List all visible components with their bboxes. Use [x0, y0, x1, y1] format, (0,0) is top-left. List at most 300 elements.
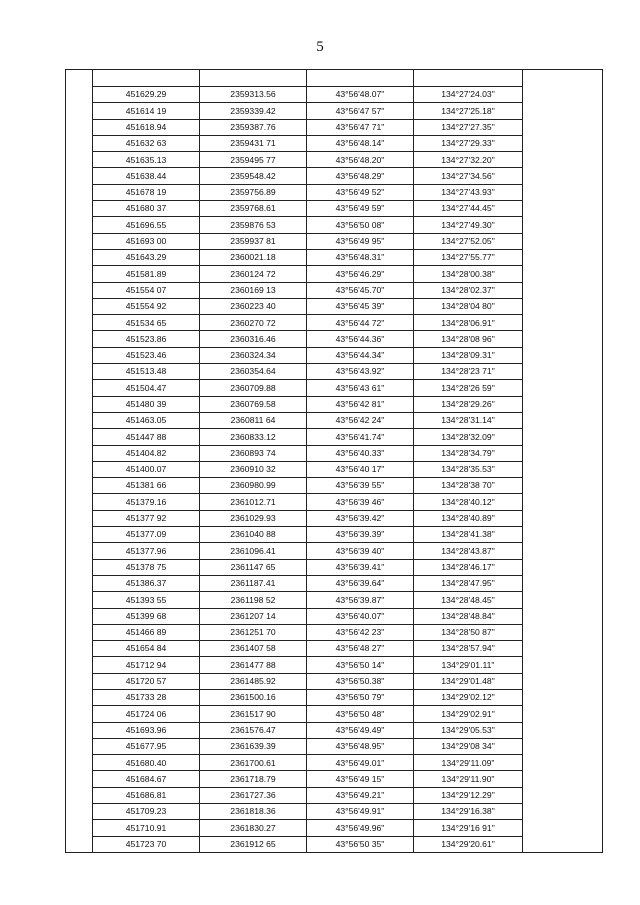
cell-y-coordinate: 2360223 40	[200, 298, 307, 314]
table-row	[66, 689, 603, 705]
row-extra-cell	[523, 347, 603, 363]
cell-latitude: 43°56'49.91"	[307, 804, 414, 820]
table-row	[66, 461, 603, 477]
row-extra-cell	[523, 608, 603, 624]
row-index-cell	[66, 184, 93, 200]
table-row	[66, 315, 603, 331]
row-index-cell	[66, 592, 93, 608]
row-extra-cell	[523, 575, 603, 591]
table-row	[66, 624, 603, 640]
cell-x-coordinate: 451614 19	[93, 103, 200, 119]
cell-longitude: 134°29'12.29"	[414, 787, 523, 803]
cell-longitude: 134°28'40.12"	[414, 494, 523, 510]
row-extra-cell	[523, 755, 603, 771]
cell-longitude: 134°28'35.53"	[414, 461, 523, 477]
cell-longitude: 134°29'01.48"	[414, 673, 523, 689]
cell-latitude: 43°56'50 79"	[307, 689, 414, 705]
header-cell-index	[66, 70, 93, 87]
row-extra-cell	[523, 233, 603, 249]
cell-x-coordinate: 451723 70	[93, 836, 200, 852]
cell-latitude: 43°56'50 14"	[307, 657, 414, 673]
cell-latitude: 43°56'43 61"	[307, 380, 414, 396]
cell-latitude: 43°56'47 71"	[307, 119, 414, 135]
table-row	[66, 755, 603, 771]
cell-x-coordinate: 451638.44	[93, 168, 200, 184]
row-extra-cell	[523, 641, 603, 657]
cell-y-coordinate: 2361517 90	[200, 706, 307, 722]
row-index-cell	[66, 657, 93, 673]
cell-latitude: 43°56'40.33"	[307, 445, 414, 461]
row-extra-cell	[523, 722, 603, 738]
cell-x-coordinate: 451680.40	[93, 755, 200, 771]
cell-y-coordinate: 2360980.99	[200, 478, 307, 494]
cell-latitude: 43°56'50 08"	[307, 217, 414, 233]
row-extra-cell	[523, 168, 603, 184]
cell-latitude: 43°56'45 39"	[307, 298, 414, 314]
cell-longitude: 134°28'47.95"	[414, 575, 523, 591]
cell-latitude: 43°56'39 46"	[307, 494, 414, 510]
table-row	[66, 282, 603, 298]
cell-longitude: 134°28'57.94"	[414, 641, 523, 657]
table-row	[66, 217, 603, 233]
table-row	[66, 738, 603, 754]
cell-latitude: 43°56'49.21"	[307, 787, 414, 803]
row-index-cell	[66, 249, 93, 265]
cell-x-coordinate: 451720 57	[93, 673, 200, 689]
header-cell-extra	[523, 70, 603, 87]
cell-x-coordinate: 451378 75	[93, 559, 200, 575]
row-index-cell	[66, 608, 93, 624]
row-index-cell	[66, 787, 93, 803]
cell-x-coordinate: 451377.09	[93, 527, 200, 543]
row-extra-cell	[523, 689, 603, 705]
cell-x-coordinate: 451399 68	[93, 608, 200, 624]
table-row	[66, 266, 603, 282]
row-index-cell	[66, 641, 93, 657]
cell-longitude: 134°28'34.79"	[414, 445, 523, 461]
cell-x-coordinate: 451684.67	[93, 771, 200, 787]
cell-longitude: 134°28'38 70"	[414, 478, 523, 494]
cell-x-coordinate: 451377.96	[93, 543, 200, 559]
cell-latitude: 43°56'39.42"	[307, 510, 414, 526]
table-row	[66, 412, 603, 428]
cell-x-coordinate: 451693.96	[93, 722, 200, 738]
cell-x-coordinate: 451635.13	[93, 152, 200, 168]
table-row	[66, 641, 603, 657]
cell-x-coordinate: 451480 39	[93, 396, 200, 412]
table-row	[66, 543, 603, 559]
row-index-cell	[66, 673, 93, 689]
row-index-cell	[66, 624, 93, 640]
table-row	[66, 494, 603, 510]
cell-longitude: 134°27'32.20"	[414, 152, 523, 168]
cell-latitude: 43°56'41.74"	[307, 429, 414, 445]
cell-y-coordinate: 2360910 32	[200, 461, 307, 477]
cell-latitude: 43°56'48.20"	[307, 152, 414, 168]
table-row	[66, 249, 603, 265]
cell-latitude: 43°56'39.87"	[307, 592, 414, 608]
row-index-cell	[66, 152, 93, 168]
cell-latitude: 43°56'45.70"	[307, 282, 414, 298]
row-extra-cell	[523, 266, 603, 282]
cell-y-coordinate: 2361251 70	[200, 624, 307, 640]
cell-latitude: 43°56'44.34"	[307, 347, 414, 363]
cell-x-coordinate: 451386.37	[93, 575, 200, 591]
cell-latitude: 43°56'48.95"	[307, 738, 414, 754]
cell-latitude: 43°56'48.07"	[307, 87, 414, 103]
cell-longitude: 134°28'48.45"	[414, 592, 523, 608]
table-row	[66, 820, 603, 836]
row-extra-cell	[523, 315, 603, 331]
row-index-cell	[66, 836, 93, 852]
cell-y-coordinate: 2361727.36	[200, 787, 307, 803]
cell-latitude: 43°56'49 15"	[307, 771, 414, 787]
row-extra-cell	[523, 396, 603, 412]
row-index-cell	[66, 380, 93, 396]
table-row	[66, 836, 603, 852]
cell-latitude: 43°56'40 17"	[307, 461, 414, 477]
cell-x-coordinate: 451534 65	[93, 315, 200, 331]
cell-y-coordinate: 2361500.16	[200, 689, 307, 705]
row-extra-cell	[523, 494, 603, 510]
cell-x-coordinate: 451696.55	[93, 217, 200, 233]
row-index-cell	[66, 103, 93, 119]
coordinates-table-body	[66, 70, 603, 853]
cell-longitude: 134°27'49.30"	[414, 217, 523, 233]
row-index-cell	[66, 543, 93, 559]
row-extra-cell	[523, 364, 603, 380]
cell-y-coordinate: 2361198 52	[200, 592, 307, 608]
row-extra-cell	[523, 543, 603, 559]
table-row	[66, 119, 603, 135]
cell-latitude: 43°56'49.01"	[307, 755, 414, 771]
header-cell-x	[93, 70, 200, 87]
cell-x-coordinate: 451686.81	[93, 787, 200, 803]
cell-longitude: 134°27'55.77"	[414, 249, 523, 265]
cell-latitude: 43°56'49 95"	[307, 233, 414, 249]
row-extra-cell	[523, 331, 603, 347]
cell-x-coordinate: 451724 06	[93, 706, 200, 722]
cell-x-coordinate: 451447 88	[93, 429, 200, 445]
table-row	[66, 135, 603, 151]
cell-y-coordinate: 2361485.92	[200, 673, 307, 689]
cell-y-coordinate: 2359548.42	[200, 168, 307, 184]
cell-latitude: 43°56'49 59"	[307, 201, 414, 217]
table-row	[66, 168, 603, 184]
cell-longitude: 134°29'11.90"	[414, 771, 523, 787]
table-row	[66, 152, 603, 168]
row-index-cell	[66, 706, 93, 722]
row-index-cell	[66, 168, 93, 184]
cell-y-coordinate: 2361912 65	[200, 836, 307, 852]
cell-latitude: 43°56'46.29"	[307, 266, 414, 282]
cell-y-coordinate: 2361147 65	[200, 559, 307, 575]
cell-x-coordinate: 451678 19	[93, 184, 200, 200]
cell-longitude: 134°29'05.53"	[414, 722, 523, 738]
table-row	[66, 380, 603, 396]
cell-longitude: 134°27'44.45"	[414, 201, 523, 217]
table-row	[66, 478, 603, 494]
page-number: 5	[316, 39, 324, 55]
cell-latitude: 43°56'48.31"	[307, 249, 414, 265]
cell-y-coordinate: 2360169 13	[200, 282, 307, 298]
cell-longitude: 134°28'29.26"	[414, 396, 523, 412]
table-row	[66, 233, 603, 249]
cell-latitude: 43°56'39.64"	[307, 575, 414, 591]
row-index-cell	[66, 347, 93, 363]
table-row	[66, 184, 603, 200]
cell-longitude: 134°27'27.35"	[414, 119, 523, 135]
row-extra-cell	[523, 478, 603, 494]
table-row	[66, 331, 603, 347]
row-extra-cell	[523, 298, 603, 314]
row-extra-cell	[523, 412, 603, 428]
cell-latitude: 43°56'39.41"	[307, 559, 414, 575]
row-index-cell	[66, 364, 93, 380]
header-cell-latitude	[307, 70, 414, 87]
table-row	[66, 298, 603, 314]
cell-x-coordinate: 451693 00	[93, 233, 200, 249]
row-index-cell	[66, 510, 93, 526]
cell-longitude: 134°27'24.03"	[414, 87, 523, 103]
table-row	[66, 608, 603, 624]
cell-y-coordinate: 2361818.36	[200, 804, 307, 820]
cell-latitude: 43°56'50 35"	[307, 836, 414, 852]
row-extra-cell	[523, 510, 603, 526]
row-extra-cell	[523, 804, 603, 820]
table-row	[66, 364, 603, 380]
cell-latitude: 43°56'44.36"	[307, 331, 414, 347]
header-cell-y	[200, 70, 307, 87]
table-row	[66, 347, 603, 363]
cell-y-coordinate: 2360124 72	[200, 266, 307, 282]
row-index-cell	[66, 445, 93, 461]
cell-y-coordinate: 2361187.41	[200, 575, 307, 591]
row-extra-cell	[523, 135, 603, 151]
cell-longitude: 134°28'48.84"	[414, 608, 523, 624]
cell-longitude: 134°28'43.87"	[414, 543, 523, 559]
row-extra-cell	[523, 657, 603, 673]
cell-latitude: 43°56'44 72"	[307, 315, 414, 331]
cell-x-coordinate: 451581.89	[93, 266, 200, 282]
row-index-cell	[66, 461, 93, 477]
coordinates-table	[65, 69, 603, 853]
row-index-cell	[66, 820, 93, 836]
cell-latitude: 43°56'42 23"	[307, 624, 414, 640]
row-extra-cell	[523, 559, 603, 575]
cell-x-coordinate: 451554 92	[93, 298, 200, 314]
row-index-cell	[66, 315, 93, 331]
header-cell-longitude	[414, 70, 523, 87]
cell-longitude: 134°28'00.38"	[414, 266, 523, 282]
cell-y-coordinate: 2361040 88	[200, 527, 307, 543]
row-extra-cell	[523, 771, 603, 787]
row-index-cell	[66, 233, 93, 249]
table-row	[66, 673, 603, 689]
cell-longitude: 134°28'40.89"	[414, 510, 523, 526]
row-extra-cell	[523, 787, 603, 803]
row-index-cell	[66, 478, 93, 494]
cell-longitude: 134°29'20.61"	[414, 836, 523, 852]
cell-x-coordinate: 451712 94	[93, 657, 200, 673]
cell-longitude: 134°29'08 34"	[414, 738, 523, 754]
row-index-cell	[66, 575, 93, 591]
table-row	[66, 201, 603, 217]
cell-latitude: 43°56'39.39"	[307, 527, 414, 543]
cell-x-coordinate: 451379.16	[93, 494, 200, 510]
cell-x-coordinate: 451643.29	[93, 249, 200, 265]
cell-longitude: 134°29'02.12"	[414, 689, 523, 705]
cell-y-coordinate: 2360270 72	[200, 315, 307, 331]
row-extra-cell	[523, 282, 603, 298]
cell-y-coordinate: 2359756.89	[200, 184, 307, 200]
cell-x-coordinate: 451404.82	[93, 445, 200, 461]
row-extra-cell	[523, 592, 603, 608]
cell-longitude: 134°28'31.14"	[414, 412, 523, 428]
cell-latitude: 43°56'39 55"	[307, 478, 414, 494]
cell-longitude: 134°28'06.91"	[414, 315, 523, 331]
cell-y-coordinate: 2360811 64	[200, 412, 307, 428]
cell-latitude: 43°56'48.14"	[307, 135, 414, 151]
cell-y-coordinate: 2360316.46	[200, 331, 307, 347]
cell-y-coordinate: 2360324.34	[200, 347, 307, 363]
cell-y-coordinate: 2361477 88	[200, 657, 307, 673]
cell-latitude: 43°56'48.29"	[307, 168, 414, 184]
cell-x-coordinate: 451381 66	[93, 478, 200, 494]
table-row	[66, 722, 603, 738]
cell-x-coordinate: 451377 92	[93, 510, 200, 526]
cell-y-coordinate: 2361012.71	[200, 494, 307, 510]
cell-y-coordinate: 2361700.61	[200, 755, 307, 771]
row-extra-cell	[523, 429, 603, 445]
cell-latitude: 43°56'49.49"	[307, 722, 414, 738]
table-row	[66, 429, 603, 445]
row-extra-cell	[523, 152, 603, 168]
cell-longitude: 134°29'01.11"	[414, 657, 523, 673]
table-row	[66, 787, 603, 803]
row-index-cell	[66, 755, 93, 771]
cell-x-coordinate: 451400.07	[93, 461, 200, 477]
cell-latitude: 43°56'42 24"	[307, 412, 414, 428]
cell-y-coordinate: 2361830.27	[200, 820, 307, 836]
row-index-cell	[66, 771, 93, 787]
cell-longitude: 134°28'41.38"	[414, 527, 523, 543]
cell-y-coordinate: 2359937 81	[200, 233, 307, 249]
cell-x-coordinate: 451680 37	[93, 201, 200, 217]
table-row	[66, 771, 603, 787]
cell-longitude: 134°28'46.17"	[414, 559, 523, 575]
cell-latitude: 43°56'47 57"	[307, 103, 414, 119]
cell-longitude: 134°27'29.33"	[414, 135, 523, 151]
cell-longitude: 134°28'32.09"	[414, 429, 523, 445]
table-row	[66, 103, 603, 119]
row-extra-cell	[523, 217, 603, 233]
cell-y-coordinate: 2359768.61	[200, 201, 307, 217]
cell-latitude: 43°56'50.38"	[307, 673, 414, 689]
cell-latitude: 43°56'48 27"	[307, 641, 414, 657]
table-row	[66, 575, 603, 591]
cell-longitude: 134°28'04 80"	[414, 298, 523, 314]
cell-longitude: 134°29'16 91"	[414, 820, 523, 836]
row-extra-cell	[523, 673, 603, 689]
cell-x-coordinate: 451513.48	[93, 364, 200, 380]
cell-latitude: 43°56'43.92"	[307, 364, 414, 380]
cell-y-coordinate: 2359431 71	[200, 135, 307, 151]
row-index-cell	[66, 738, 93, 754]
row-index-cell	[66, 527, 93, 543]
cell-longitude: 134°28'26 59"	[414, 380, 523, 396]
cell-y-coordinate: 2361639.39	[200, 738, 307, 754]
cell-y-coordinate: 2359387.76	[200, 119, 307, 135]
row-extra-cell	[523, 527, 603, 543]
cell-longitude: 134°28'08 96"	[414, 331, 523, 347]
table-row	[66, 592, 603, 608]
table-row	[66, 559, 603, 575]
row-extra-cell	[523, 87, 603, 103]
table-row	[66, 657, 603, 673]
cell-x-coordinate: 451677.95	[93, 738, 200, 754]
cell-longitude: 134°27'25.18"	[414, 103, 523, 119]
cell-latitude: 43°56'50 48"	[307, 706, 414, 722]
cell-longitude: 134°28'09.31"	[414, 347, 523, 363]
row-extra-cell	[523, 706, 603, 722]
row-extra-cell	[523, 119, 603, 135]
cell-latitude: 43°56'40.07"	[307, 608, 414, 624]
cell-longitude: 134°27'43.93"	[414, 184, 523, 200]
cell-x-coordinate: 451709.23	[93, 804, 200, 820]
row-index-cell	[66, 494, 93, 510]
row-extra-cell	[523, 103, 603, 119]
row-extra-cell	[523, 461, 603, 477]
cell-y-coordinate: 2360021.18	[200, 249, 307, 265]
row-extra-cell	[523, 820, 603, 836]
cell-latitude: 43°56'42 81"	[307, 396, 414, 412]
cell-x-coordinate: 451710.91	[93, 820, 200, 836]
table-row	[66, 396, 603, 412]
cell-x-coordinate: 451393 55	[93, 592, 200, 608]
cell-y-coordinate: 2361096.41	[200, 543, 307, 559]
cell-latitude: 43°56'49 52"	[307, 184, 414, 200]
cell-longitude: 134°27'52.05"	[414, 233, 523, 249]
row-index-cell	[66, 804, 93, 820]
row-index-cell	[66, 689, 93, 705]
cell-y-coordinate: 2360709.88	[200, 380, 307, 396]
cell-x-coordinate: 451654 84	[93, 641, 200, 657]
cell-longitude: 134°29'02.91"	[414, 706, 523, 722]
cell-x-coordinate: 451618.94	[93, 119, 200, 135]
row-extra-cell	[523, 445, 603, 461]
row-extra-cell	[523, 836, 603, 852]
cell-x-coordinate: 451523.86	[93, 331, 200, 347]
table-header-row	[66, 70, 603, 87]
cell-y-coordinate: 2359495 77	[200, 152, 307, 168]
cell-y-coordinate: 2360769.58	[200, 396, 307, 412]
table-row	[66, 804, 603, 820]
cell-longitude: 134°27'34.56"	[414, 168, 523, 184]
row-index-cell	[66, 298, 93, 314]
cell-longitude: 134°28'50 87"	[414, 624, 523, 640]
cell-y-coordinate: 2359313.56	[200, 87, 307, 103]
cell-y-coordinate: 2359339.42	[200, 103, 307, 119]
table-row	[66, 706, 603, 722]
cell-longitude: 134°29'16.38"	[414, 804, 523, 820]
row-extra-cell	[523, 184, 603, 200]
table-row	[66, 87, 603, 103]
row-index-cell	[66, 217, 93, 233]
row-extra-cell	[523, 201, 603, 217]
row-index-cell	[66, 201, 93, 217]
table-row	[66, 510, 603, 526]
